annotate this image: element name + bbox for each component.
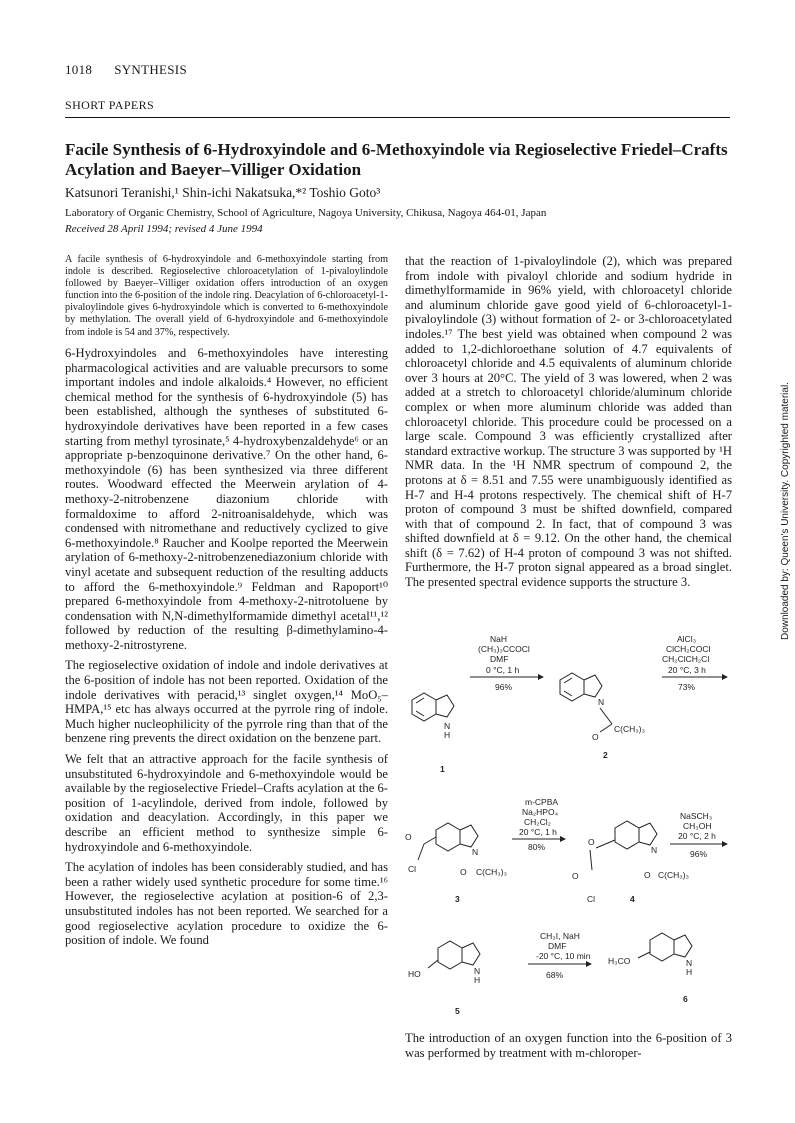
reagent-text: 20 °C, 2 h xyxy=(678,831,716,841)
atom-label: H₃CO xyxy=(608,956,631,966)
right-column-continuation: The introduction of an oxygen function into the 6-position of 3 was performed by treatment with m-chloroper- xyxy=(405,1031,732,1060)
atom-label: O xyxy=(588,837,595,847)
reagent-text: DMF xyxy=(548,941,567,951)
atom-label: N xyxy=(474,966,481,976)
atom-label: H xyxy=(686,967,693,977)
atom-label: H xyxy=(444,730,451,740)
substituent-label: C(CH₃)₃ xyxy=(658,870,689,880)
section-label: SHORT PAPERS xyxy=(65,98,155,112)
header-rule xyxy=(65,117,730,118)
compound-number: 2 xyxy=(603,750,608,760)
compound-number: 5 xyxy=(455,1006,460,1016)
structure-indole-1 xyxy=(412,693,454,740)
yield-text: 80% xyxy=(528,842,546,852)
structure-hydroxyindole-5 xyxy=(408,941,480,985)
structure-ester-4 xyxy=(572,821,689,904)
reagent-text: 0 °C, 1 h xyxy=(486,665,520,675)
atom-label: O xyxy=(644,870,651,880)
structure-chloroacetyl-3 xyxy=(405,823,507,877)
reagent-text: NaSCH₃ xyxy=(680,811,713,821)
reagent-text: 20 °C, 3 h xyxy=(668,665,706,675)
compound-number: 6 xyxy=(683,994,688,1004)
atom-label: O xyxy=(460,867,467,877)
atom-label: Cl xyxy=(587,894,596,904)
paragraph: We felt that an attractive approach for the facile synthesis of unsubstituted 6-hydroxyindole and 6-methoxyindole would be available by the regioselective Friedel–Crafts acylation at the 6-position of 1-acylindole, derived from indole, followed by oxidation and deacylation. Accordingly, in this paper we describe an efficient method to synthesize simple 6-hydroxyindole and 6-methoxyindole. xyxy=(65,752,388,854)
abstract: A facile synthesis of 6-hydroxyindole and 6-methoxyindole starting from indole is described. Regioselective chloroacetylation of 1-pivaloylindole followed by Baeyer–Villiger oxidation offers introduction of an oxygen function into the 6-position of the indole ring. Deacylation of 6-chloroacetyl-1-pivaloylindole gives 6-hydroxyindole which is converted to 6-methoxyindole by methylation. The overall yield of 6-hydroxyindole and 6-methoxyindole from indole is 54 and 37%, respectively. xyxy=(65,254,388,338)
atom-label: N xyxy=(651,845,658,855)
compound-number: 1 xyxy=(440,764,445,774)
authors: Katsunori Teranishi,¹ Shin-ichi Nakatsuka,*² Toshio Goto³ xyxy=(65,185,381,200)
reagent-text: CH₃I, NaH xyxy=(540,931,580,941)
atom-label: O xyxy=(405,832,412,842)
article-title: Facile Synthesis of 6-Hydroxyindole and 6-Methoxyindole via Regioselective Friedel–Crafts Acylation and Baeyer–Villiger Oxidation xyxy=(65,140,728,179)
download-notice: Downloaded by: Queen's University. Copyrighted material. xyxy=(780,382,791,640)
reagent-text: ClCH₂COCl xyxy=(666,644,711,654)
atom-label: Cl xyxy=(408,864,417,874)
atom-label: O xyxy=(592,732,599,742)
atom-label: N xyxy=(444,721,451,731)
reagent-text: Na₂HPO₄ xyxy=(522,807,559,817)
reagent-text: (CH₃)₃CCOCl xyxy=(478,644,530,654)
compound-number: 3 xyxy=(455,894,460,904)
paragraph: 6-Hydroxyindoles and 6-methoxyindoles have interesting pharmacological activities and are valuable precursors to some important indoles and indole alkaloids.⁴ However, no efficient chemical method for the synthesis of 6-hydroxyindole (5) has been established, although the syntheses of substituted 6-hydroxyindole derivatives have been reported in a few cases starting from methyl tyrosinate,⁵ 4-hydroxybenzaldehyde⁶ or an appropriate p-benzoquinone derivative.⁷ On the other hand, 6-methoxyindole (6) has been synthesized via three different routes. Woodward effected the Meerwein arylation of 4-methoxy-2-nitrobenzene diazonium chloride with formaldoxime to afford 2-nitroanisaldehyde, which was condensed with nitromethane and reductively cyclized to give 6-methoxyindole.⁸ Raucher and Koolpe reported the Meerwein arylation of 6-methoxy-2-nitrobenzenediazonium chloride with vinyl acetate and subsequent reduction of the resulting adducts to afford the 6-methoxyindole.⁹ Feldman and Rapoport¹⁰ prepared 6-methoxyindole from 4-methoxy-2-nitrotoluene by condensation with N,N-dimethylformamide dimethyl acetal¹¹,¹² followed by reduction of the resulting β-dimethylamino-4-methoxy-2-nitrostyrene. xyxy=(65,346,388,652)
left-column xyxy=(65,346,388,954)
atom-label: H xyxy=(474,975,481,985)
yield-text: 73% xyxy=(678,682,696,692)
atom-label: HO xyxy=(408,969,421,979)
atom-label: N xyxy=(598,697,605,707)
atom-label: O xyxy=(572,871,579,881)
reagent-text: CH₂Cl₂ xyxy=(524,817,551,827)
structure-methoxyindole-6 xyxy=(608,933,692,977)
reagent-text: CH₃OH xyxy=(683,821,712,831)
compound-number: 4 xyxy=(630,894,635,904)
reaction-scheme xyxy=(400,540,735,1020)
atom-label: N xyxy=(472,847,479,857)
reagent-text: 20 °C, 1 h xyxy=(519,827,557,837)
received-date: Received 28 April 1994; revised 4 June 1994 xyxy=(65,223,263,235)
yield-text: 68% xyxy=(546,970,564,980)
substituent-label: C(CH₃)₃ xyxy=(476,867,507,877)
atom-label: N xyxy=(686,958,693,968)
structure-pivaloylindole-2 xyxy=(560,673,645,742)
reagent-text: DMF xyxy=(490,654,509,664)
paragraph: The acylation of indoles has been considerably studied, and has been a rather widely used synthetic procedure for some time.¹⁶ However, the regioselective acylation at position-6 of 2,3-unsubstituted indoles has not been reported. We searched for a good regioselective acylation procedure to oxidize the 6-position of indole. We found xyxy=(65,860,388,948)
yield-text: 96% xyxy=(495,682,513,692)
running-header xyxy=(65,62,187,78)
reagent-text: CH₂ClCH₂Cl xyxy=(662,654,710,664)
reagent-text: -20 °C, 10 min xyxy=(536,951,591,961)
substituent-label: C(CH₃)₃ xyxy=(614,724,645,734)
right-column-text: that the reaction of 1-pivaloylindole (2), which was prepared from indole with pivaloyl chloride and sodium hydride in dimethylformamide in 96% yield, with chloroacetyl chloride and aluminum chloride gave good yield of 6-chloroacetyl-1-pivaloylindole (3) without formation of 2- or 3-chloroacetylated indoles.¹⁷ The best yield was obtained when compound 2 was added to 1,2-dichloroethane solution of 4.7 equivalents of chloroacetyl chloride and 4.5 equivalents of aluminum chloride over 3 hours at 20°C. The yield of 3 was lowered, when 2 was added at a stretch to chloroacetyl chloride/aluminum chloride complex or when more aluminum chloride was added than chloroacetyl chloride. This procedure could be processed on a large scale. Compound 3 was efficiently crystallized after standard extractive workup. The structure 3 was supported by ¹H NMR data. In the ¹H NMR spectrum of compound 2, the protons at δ = 8.51 and 7.55 were unambiguously identified as H-7 and H-4 protons respectively. The chemical shift of H-7 proton of compound 3 must be shifted downfield, compared with that of compound 2. In fact, that of compound 3 was shifted downfield at δ = 9.12. On the other hand, the chemical shift (δ = 7.62) of H-4 proton of compound 3 was not shifted. Furthermore, the H-7 proton signal appeared as a broad singlet. The presented spectral evidence supports the structure 3. xyxy=(405,254,732,590)
paragraph: The regioselective oxidation of indole and indole derivatives at the 6-position of indole has not been reported. Oxidation of the indole derivatives with peracid,¹³ singlet oxygen,¹⁴ MoO₅–HMPA,¹⁵ etc has always occurred at the pyrrole ring of indole. Much higher nucleophilicity of the pyrrole ring than that of the benzene ring prevents the direct oxidation on the benzene part. xyxy=(65,658,388,746)
affiliation: Laboratory of Organic Chemistry, School of Agriculture, Nagoya University, Chikusa, Nagoya 464-01, Japan xyxy=(65,207,547,219)
reagent-text: m-CPBA xyxy=(525,797,559,807)
journal-name: SYNTHESIS xyxy=(114,62,187,77)
yield-text: 96% xyxy=(690,849,708,859)
reagent-text: NaH xyxy=(490,634,508,644)
reagent-text: AlCl₃ xyxy=(677,634,697,644)
page-number: 1018 xyxy=(65,62,93,77)
